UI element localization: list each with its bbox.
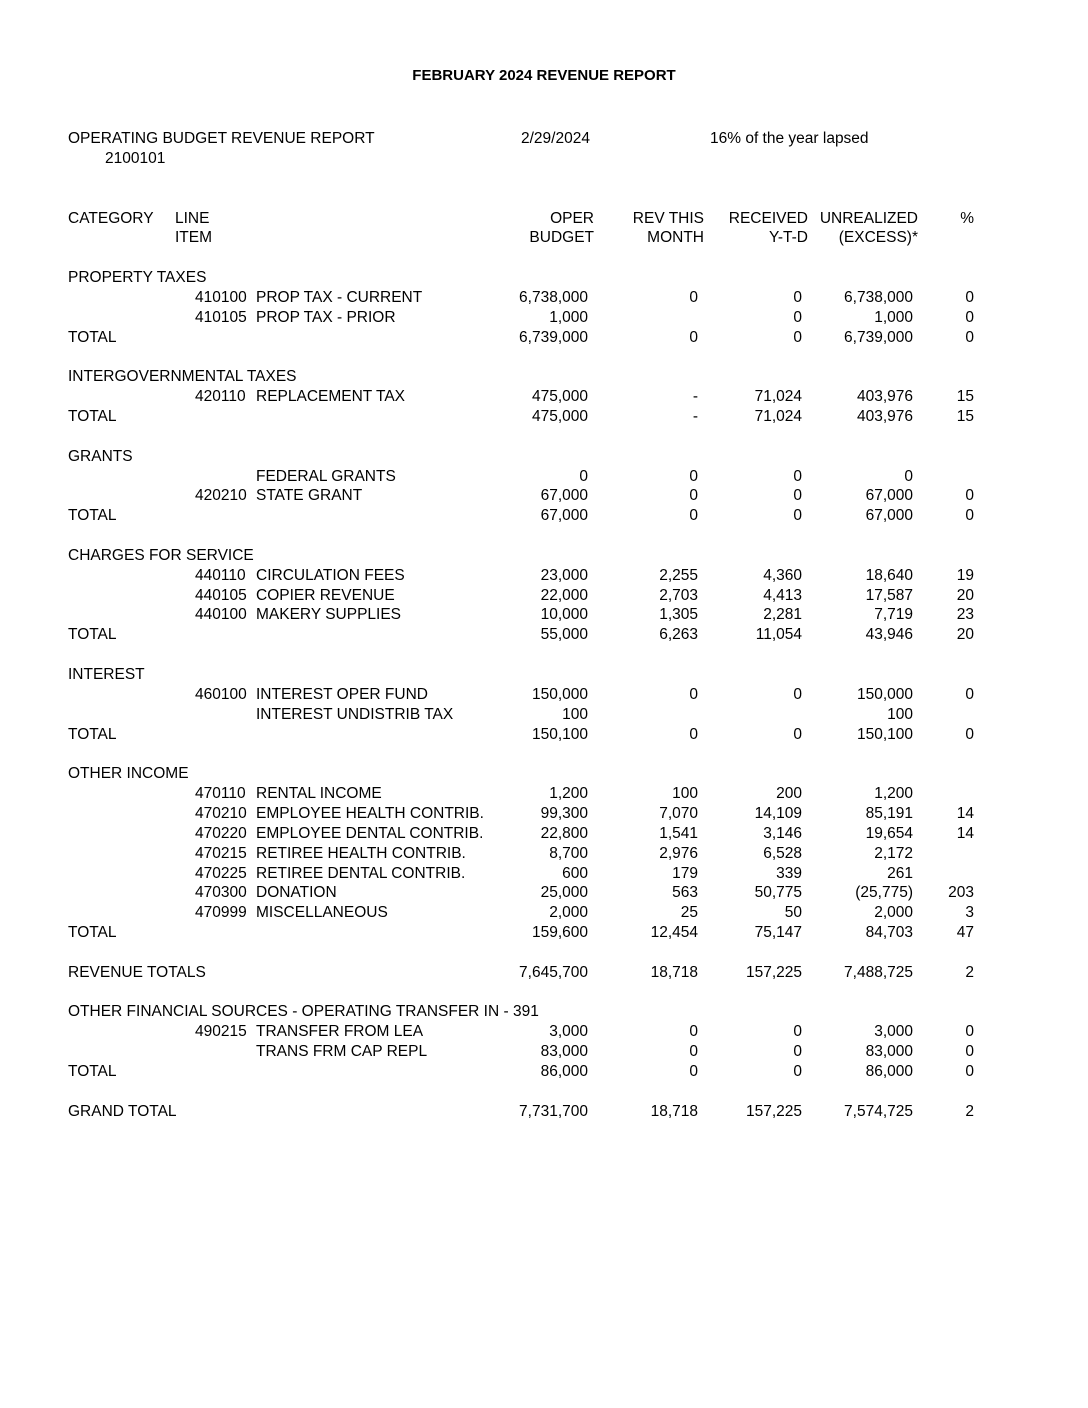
table-row [0, 686, 1088, 706]
line-item-name: CIRCULATION FEES [256, 567, 405, 584]
oper-budget-cell: 8,700 [549, 845, 588, 862]
received-ytd-cell: 14,109 [754, 805, 802, 822]
received-ytd-cell: 50 [784, 904, 802, 921]
line-item-code: 440110 [195, 567, 246, 584]
percent-cell: 203 [948, 884, 974, 901]
line-item-code: 470110 [195, 785, 246, 802]
oper-budget-cell: 67,000 [540, 487, 588, 504]
percent-cell: 19 [956, 567, 974, 584]
report-title: FEBRUARY 2024 REVENUE REPORT [412, 67, 676, 84]
percent-cell: 0 [965, 1023, 974, 1040]
received-ytd-cell: 75,147 [754, 924, 802, 941]
received-ytd-cell: 71,024 [754, 388, 802, 405]
oper-budget-cell: 22,000 [540, 587, 588, 604]
total-label: TOTAL [68, 329, 117, 346]
line-item-name: DONATION [256, 884, 337, 901]
rev-this-month-cell: 0 [689, 507, 698, 524]
unrealized-cell: 85,191 [865, 805, 913, 822]
percent-cell: 2 [965, 1103, 974, 1120]
total-row [0, 964, 1088, 984]
table-row [0, 487, 1088, 507]
received-ytd-cell: 339 [776, 865, 802, 882]
received-ytd-cell: 3,146 [763, 825, 802, 842]
unrealized-cell: 0 [904, 468, 913, 485]
line-item-name: RETIREE HEALTH CONTRIB. [256, 845, 466, 862]
unrealized-cell: 100 [887, 706, 913, 723]
year-lapsed: 16% of the year lapsed [710, 130, 869, 147]
rev-this-month-cell: 0 [689, 1063, 698, 1080]
unrealized-cell: 19,654 [865, 825, 913, 842]
received-ytd-cell: 0 [793, 329, 802, 346]
line-item-code: 440105 [195, 587, 247, 604]
percent-cell: 23 [956, 606, 974, 623]
unrealized-cell: 7,574,725 [844, 1103, 913, 1120]
unrealized-cell: 150,100 [856, 726, 913, 743]
unrealized-cell: 3,000 [874, 1023, 913, 1040]
total-label: TOTAL [68, 408, 117, 425]
unrealized-cell: 403,976 [856, 388, 913, 405]
table-row [0, 1023, 1088, 1043]
total-label: GRAND TOTAL [68, 1103, 177, 1120]
oper-budget-cell: 55,000 [540, 626, 588, 643]
oper-budget-cell: 0 [579, 468, 588, 485]
category-label: OTHER INCOME [68, 765, 189, 782]
received-ytd-cell: 0 [793, 507, 802, 524]
line-item-name: PROP TAX - PRIOR [256, 309, 396, 326]
col-percent: % [960, 210, 974, 227]
line-item-code: 410100 [195, 289, 247, 306]
oper-budget-cell: 600 [562, 865, 588, 882]
category-label: GRANTS [68, 448, 133, 465]
rev-this-month-cell: 0 [689, 289, 698, 306]
rev-this-month-cell: 18,718 [650, 1103, 698, 1120]
percent-cell: 47 [956, 924, 974, 941]
oper-budget-cell: 150,100 [531, 726, 588, 743]
total-row [0, 1103, 1088, 1123]
received-ytd-cell: 6,528 [763, 845, 802, 862]
rev-this-month-cell: 2,703 [659, 587, 698, 604]
line-item-code: 470300 [195, 884, 247, 901]
line-item-code: 470215 [195, 845, 247, 862]
rev-this-month-cell: - [692, 408, 698, 425]
table-row [0, 884, 1088, 904]
fund-code: 2100101 [105, 150, 166, 167]
unrealized-cell: 43,946 [865, 626, 913, 643]
category-label: INTERGOVERNMENTAL TAXES [68, 368, 297, 385]
rev-this-month-cell: 0 [689, 726, 698, 743]
line-item-name: TRANSFER FROM LEA [256, 1023, 424, 1040]
received-ytd-cell: 0 [793, 289, 802, 306]
category-label: INTEREST [68, 666, 145, 683]
received-ytd-cell: 0 [793, 686, 802, 703]
total-row [0, 329, 1088, 349]
col-unrealized: UNREALIZED [819, 210, 918, 227]
col-excess: (EXCESS)* [838, 229, 918, 246]
table-row [0, 606, 1088, 626]
line-item-name: RENTAL INCOME [256, 785, 382, 802]
unrealized-cell: 261 [887, 865, 913, 882]
unrealized-cell: 18,640 [865, 567, 913, 584]
unrealized-cell: 17,587 [865, 587, 913, 604]
total-row [0, 626, 1088, 646]
line-item-name: PROP TAX - CURRENT [256, 289, 423, 306]
line-item-name: RETIREE DENTAL CONTRIB. [256, 865, 466, 882]
received-ytd-cell: 11,054 [755, 626, 802, 643]
percent-cell: 0 [965, 686, 974, 703]
oper-budget-cell: 7,645,700 [519, 964, 588, 981]
percent-cell: 0 [965, 329, 974, 346]
line-item-name: FEDERAL GRANTS [256, 468, 396, 485]
total-label: TOTAL [68, 924, 117, 941]
table-row [0, 825, 1088, 845]
line-item-code: 410105 [195, 309, 247, 326]
rev-this-month-cell: 6,263 [659, 626, 698, 643]
line-item-name: STATE GRANT [256, 487, 363, 504]
oper-budget-cell: 22,800 [540, 825, 588, 842]
oper-budget-cell: 23,000 [540, 567, 588, 584]
percent-cell: 14 [956, 805, 974, 822]
percent-cell: 20 [956, 587, 974, 604]
received-ytd-cell: 0 [793, 468, 802, 485]
report-name: OPERATING BUDGET REVENUE REPORT [68, 130, 375, 147]
line-item-name: TRANS FRM CAP REPL [256, 1043, 428, 1060]
oper-budget-cell: 475,000 [531, 388, 588, 405]
category-row [0, 1003, 1088, 1023]
col-ytd: Y-T-D [768, 229, 808, 246]
table-row [0, 845, 1088, 865]
table-row [0, 904, 1088, 924]
col-received: RECEIVED [728, 210, 808, 227]
received-ytd-cell: 4,413 [763, 587, 802, 604]
table-row [0, 309, 1088, 329]
unrealized-cell: 67,000 [865, 507, 913, 524]
category-row [0, 765, 1088, 785]
received-ytd-cell: 0 [793, 1063, 802, 1080]
percent-cell: 3 [965, 904, 974, 921]
rev-this-month-cell: 0 [689, 686, 698, 703]
percent-cell: 0 [965, 1063, 974, 1080]
percent-cell: 14 [956, 825, 974, 842]
oper-budget-cell: 99,300 [540, 805, 588, 822]
oper-budget-cell: 150,000 [531, 686, 588, 703]
unrealized-cell: 84,703 [865, 924, 913, 941]
received-ytd-cell: 0 [793, 1023, 802, 1040]
category-row [0, 666, 1088, 686]
received-ytd-cell: 0 [793, 309, 802, 326]
line-item-name: EMPLOYEE HEALTH CONTRIB. [256, 805, 484, 822]
oper-budget-cell: 7,731,700 [519, 1103, 588, 1120]
total-row [0, 1063, 1088, 1083]
percent-cell: 0 [965, 289, 974, 306]
line-item-code: 420210 [195, 487, 247, 504]
total-row [0, 507, 1088, 527]
rev-this-month-cell: 563 [672, 884, 698, 901]
report-date: 2/29/2024 [521, 130, 590, 147]
rev-this-month-cell: 12,454 [650, 924, 698, 941]
unrealized-cell: 6,738,000 [844, 289, 913, 306]
oper-budget-cell: 2,000 [549, 904, 588, 921]
oper-budget-cell: 25,000 [540, 884, 588, 901]
table-row [0, 587, 1088, 607]
line-item-code: 490215 [195, 1023, 247, 1040]
unrealized-cell: 1,200 [874, 785, 913, 802]
line-item-code: 470210 [195, 805, 247, 822]
unrealized-cell: 403,976 [856, 408, 913, 425]
received-ytd-cell: 71,024 [754, 408, 802, 425]
received-ytd-cell: 0 [793, 726, 802, 743]
total-label: TOTAL [68, 626, 117, 643]
rev-this-month-cell: 25 [680, 904, 698, 921]
col-item: ITEM [175, 229, 213, 246]
category-label: CHARGES FOR SERVICE [68, 547, 254, 564]
col-category: CATEGORY [68, 210, 154, 227]
percent-cell: 15 [956, 408, 974, 425]
oper-budget-cell: 3,000 [549, 1023, 588, 1040]
line-item-name: REPLACEMENT TAX [256, 388, 406, 405]
percent-cell: 20 [956, 626, 974, 643]
line-item-name: MAKERY SUPPLIES [256, 606, 402, 623]
oper-budget-cell: 475,000 [531, 408, 588, 425]
oper-budget-cell: 10,000 [540, 606, 588, 623]
oper-budget-cell: 6,739,000 [519, 329, 588, 346]
category-row [0, 368, 1088, 388]
col-rev-this: REV THIS [632, 210, 704, 227]
oper-budget-cell: 6,738,000 [519, 289, 588, 306]
line-item-name: MISCELLANEOUS [256, 904, 388, 921]
rev-this-month-cell: 1,305 [659, 606, 698, 623]
received-ytd-cell: 2,281 [763, 606, 802, 623]
unrealized-cell: 1,000 [874, 309, 913, 326]
oper-budget-cell: 159,600 [531, 924, 588, 941]
table-row [0, 289, 1088, 309]
rev-this-month-cell: 0 [689, 329, 698, 346]
line-item-code: 470225 [195, 865, 247, 882]
rev-this-month-cell: 1,541 [659, 825, 698, 842]
line-item-name: COPIER REVENUE [256, 587, 395, 604]
line-item-name: INTEREST OPER FUND [256, 686, 428, 703]
oper-budget-cell: 86,000 [540, 1063, 588, 1080]
rev-this-month-cell: 7,070 [659, 805, 698, 822]
total-label: TOTAL [68, 507, 117, 524]
table-row [0, 706, 1088, 726]
category-row [0, 269, 1088, 289]
total-row [0, 408, 1088, 428]
percent-cell: 0 [965, 309, 974, 326]
percent-cell: 0 [965, 507, 974, 524]
unrealized-cell: 150,000 [856, 686, 913, 703]
percent-cell: 0 [965, 1043, 974, 1060]
unrealized-cell: 2,000 [874, 904, 913, 921]
line-item-code: 470999 [195, 904, 247, 921]
table-row [0, 567, 1088, 587]
received-ytd-cell: 50,775 [754, 884, 802, 901]
oper-budget-cell: 1,200 [549, 785, 588, 802]
total-row [0, 924, 1088, 944]
received-ytd-cell: 157,225 [745, 1103, 802, 1120]
unrealized-cell: 2,172 [874, 845, 913, 862]
rev-this-month-cell: 100 [672, 785, 698, 802]
oper-budget-cell: 67,000 [540, 507, 588, 524]
rev-this-month-cell: 18,718 [650, 964, 698, 981]
rev-this-month-cell: 0 [689, 468, 698, 485]
table-row [0, 1043, 1088, 1063]
rev-this-month-cell: 2,255 [659, 567, 698, 584]
table-row [0, 785, 1088, 805]
category-row [0, 547, 1088, 567]
total-label: REVENUE TOTALS [68, 964, 206, 981]
line-item-code: 420110 [195, 388, 246, 405]
col-budget: BUDGET [529, 229, 594, 246]
unrealized-cell: 7,719 [874, 606, 913, 623]
percent-cell: 0 [965, 726, 974, 743]
received-ytd-cell: 200 [776, 785, 802, 802]
line-item-name: EMPLOYEE DENTAL CONTRIB. [256, 825, 484, 842]
table-row [0, 865, 1088, 885]
unrealized-cell: 86,000 [865, 1063, 913, 1080]
unrealized-cell: 83,000 [865, 1043, 913, 1060]
line-item-code: 460100 [195, 686, 247, 703]
rev-this-month-cell: 0 [689, 1043, 698, 1060]
col-oper: OPER [550, 210, 594, 227]
received-ytd-cell: 4,360 [763, 567, 802, 584]
col-line: LINE [175, 210, 210, 227]
oper-budget-cell: 1,000 [549, 309, 588, 326]
received-ytd-cell: 0 [793, 487, 802, 504]
line-item-code: 440100 [195, 606, 247, 623]
table-row [0, 468, 1088, 488]
unrealized-cell: 7,488,725 [844, 964, 913, 981]
total-row [0, 726, 1088, 746]
received-ytd-cell: 157,225 [745, 964, 802, 981]
rev-this-month-cell: 2,976 [659, 845, 698, 862]
rev-this-month-cell: 0 [689, 1023, 698, 1040]
category-label: OTHER FINANCIAL SOURCES - OPERATING TRANSFER IN - 391 [68, 1003, 539, 1020]
received-ytd-cell: 0 [793, 1043, 802, 1060]
table-row [0, 805, 1088, 825]
percent-cell: 2 [965, 964, 974, 981]
rev-this-month-cell: 0 [689, 487, 698, 504]
line-item-name: INTEREST UNDISTRIB TAX [256, 706, 454, 723]
rev-this-month-cell: - [692, 388, 698, 405]
line-item-code: 470220 [195, 825, 247, 842]
rev-this-month-cell: 179 [672, 865, 698, 882]
unrealized-cell: 67,000 [865, 487, 913, 504]
percent-cell: 15 [956, 388, 974, 405]
unrealized-cell: 6,739,000 [844, 329, 913, 346]
table-row [0, 388, 1088, 408]
total-label: TOTAL [68, 726, 117, 743]
col-month: MONTH [647, 229, 704, 246]
category-row [0, 448, 1088, 468]
oper-budget-cell: 83,000 [540, 1043, 588, 1060]
total-label: TOTAL [68, 1063, 117, 1080]
percent-cell: 0 [965, 487, 974, 504]
oper-budget-cell: 100 [562, 706, 588, 723]
category-label: PROPERTY TAXES [68, 269, 207, 286]
unrealized-cell: (25,775) [855, 884, 913, 901]
